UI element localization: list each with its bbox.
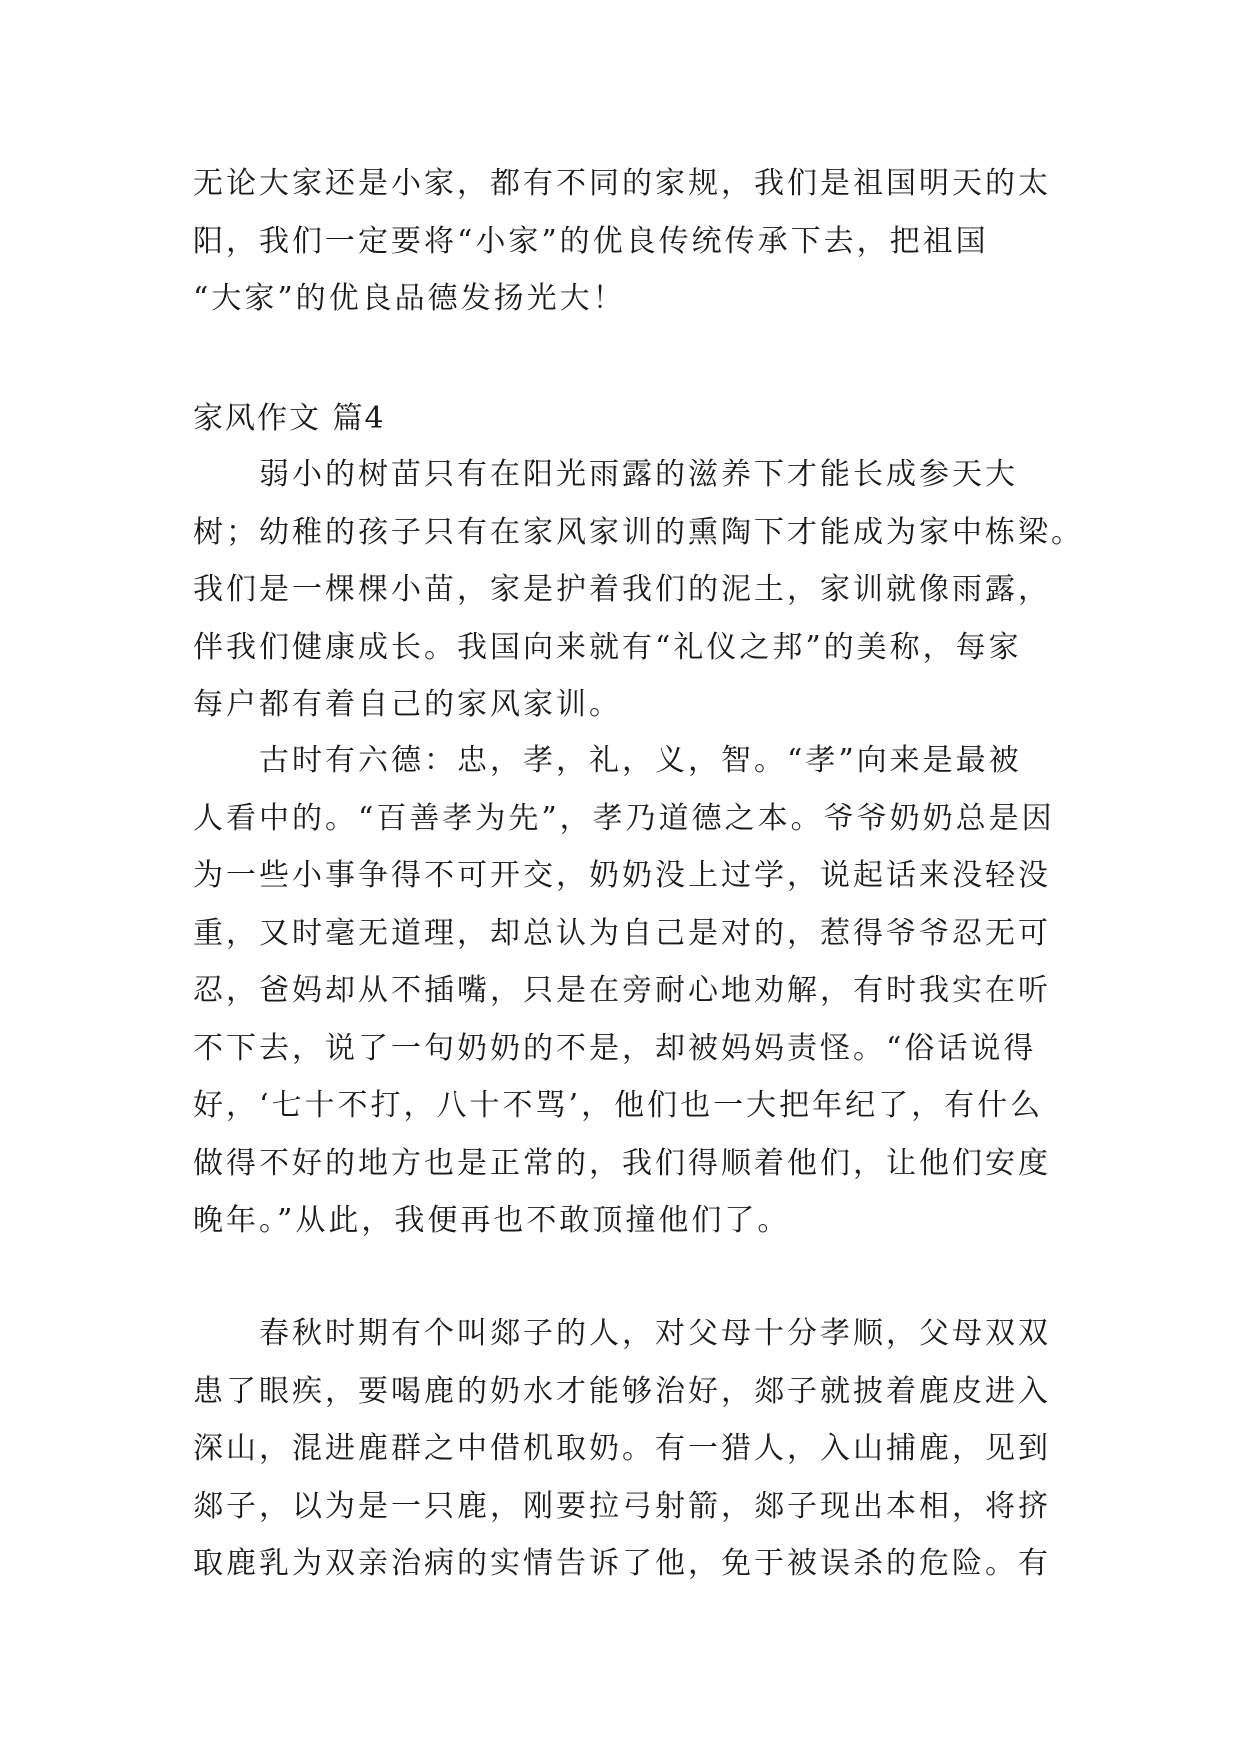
text-line: 深山，混进鹿群之中借机取奶。有一猎人，入山捕鹿，见到 bbox=[193, 1431, 1051, 1466]
text-line: 重，又时毫无道理，却总认为自己是对的，惹得爷爷忍无可 bbox=[193, 915, 1051, 951]
text-line: 不下去，说了一句奶奶的不是，却被妈妈责怪。“俗话说得 bbox=[193, 1030, 1037, 1066]
text-line: 取鹿乳为双亲治病的实情告诉了他，免于被误杀的危险。有 bbox=[193, 1546, 1051, 1581]
text-line: 忍，爸妈却从不插嘴，只是在旁耐心地劝解，有时我实在听 bbox=[193, 973, 1051, 1008]
text-line: 患了眼疾，要喝鹿的奶水才能够治好，郯子就披着鹿皮进入 bbox=[193, 1373, 1051, 1409]
text-line: 做得不好的地方也是正常的，我们得顺着他们，让他们安度 bbox=[193, 1145, 1051, 1181]
paragraph-1 bbox=[193, 446, 1084, 734]
text-line: 郯子，以为是一只鹿，刚要拉弓射箭，郯子现出本相，将挤 bbox=[193, 1488, 1051, 1524]
text-line: 无论大家还是小家，都有不同的家规，我们是祖国明天的太 bbox=[193, 166, 1051, 201]
text-line: 春秋时期有个叫郯子的人，对父母十分孝顺，父母双双 bbox=[193, 1316, 1051, 1351]
text-line: 为一些小事争得不可开交，奶奶没上过学，说起话来没轻没 bbox=[193, 858, 1051, 893]
text-line: 阳，我们一定要将“小家”的优良传统传承下去，把祖国 bbox=[193, 223, 989, 259]
text-line: 弱小的树苗只有在阳光雨露的滋养下才能长成参天大 bbox=[193, 457, 1018, 492]
section-heading: 家风作文 篇4 bbox=[193, 401, 386, 436]
text-line: 我们是一棵棵小苗，家是护着我们的泥土，家训就像雨露， bbox=[193, 572, 1051, 607]
text-line: 晚年。”从此，我便再也不敢顶撞他们了。 bbox=[193, 1203, 791, 1238]
paragraph-2 bbox=[193, 732, 1053, 1250]
text-line: 人看中的。“百善孝为先”，孝乃道德之本。爷爷奶奶总是因 bbox=[193, 800, 1055, 836]
text-line: 好，‘七十不打，八十不骂’，他们也一大把年纪了，有什么 bbox=[193, 1088, 1044, 1123]
closing-paragraph bbox=[193, 155, 1053, 328]
paragraph-3 bbox=[193, 1305, 1053, 1593]
text-line: 每户都有着自己的家风家训。 bbox=[193, 687, 622, 722]
text-line: “大家”的优良品德发扬光大！ bbox=[193, 281, 626, 316]
text-line: 伴我们健康成长。我国向来就有“礼仪之邦”的美称，每家 bbox=[193, 629, 1022, 665]
text-line: 古时有六德：忠，孝，礼，义，智。“孝”向来是最被 bbox=[193, 743, 1022, 778]
text-line: 树；幼稚的孩子只有在家风家训的熏陶下才能成为家中栋梁。 bbox=[193, 514, 1084, 550]
